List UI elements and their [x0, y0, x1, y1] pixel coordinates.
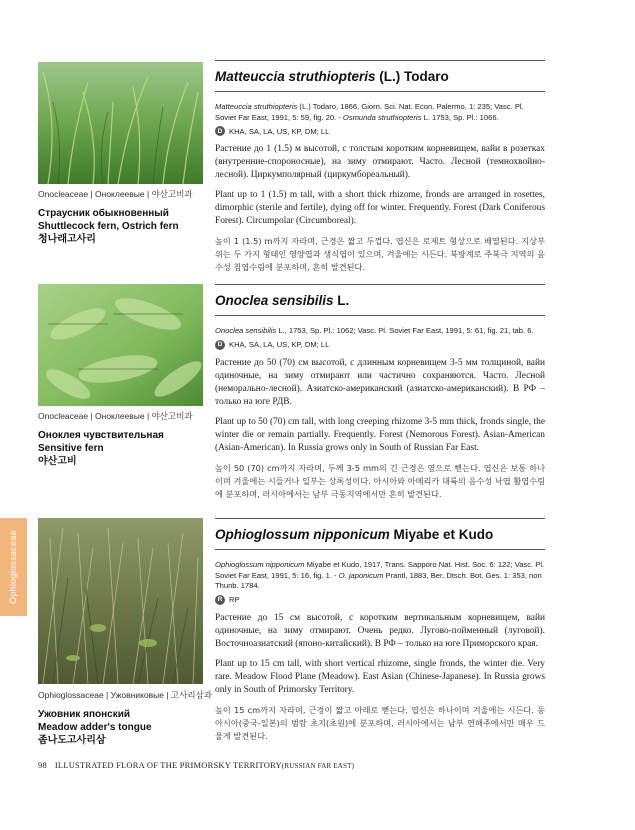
- status-badge: R: [215, 595, 225, 605]
- status-badge: D: [215, 126, 225, 136]
- common-names: Ужовник японский Meadow adder's tongue 좀나도고사리삼: [38, 709, 152, 746]
- caption-matteuccia: [38, 189, 208, 246]
- species-entry-onoclea: [215, 284, 545, 501]
- family-label: Onocleaceae | Оноклеевые | 야산고비과: [38, 411, 193, 421]
- common-names: Оноклея чувствительная Sensitive fern 야산고비: [38, 430, 164, 467]
- nomenclature-reference: Matteuccia struthiopteris (L.) Todaro, 1866, Giorn. Sci. Nat. Econ. Palermo, 1: 235; Vasc. Pl. Soviet Far East, 1991, 5: 59, fig. 20. - Osmunda struthiopteris L. 1753, Sp. Pl.: 1066.: [215, 102, 524, 122]
- book-subtitle: (RUSSIAN FAR EAST): [281, 762, 355, 770]
- distribution-line: D KHA, SA, LA, US, KP, DM; LL: [215, 340, 545, 350]
- divider: [215, 549, 545, 550]
- caption-ophioglossum: [38, 690, 212, 747]
- book-title: ILLUSTRATED FLORA OF THE PRIMORSKY TERRITORY: [54, 760, 282, 770]
- nomenclature-reference: Ophioglossum nipponicum Miyabe et Kudo, 1917, Trans. Sapporo Nat. Hist. Soc. 6: 122; Vasc. Pl. Soviet Far East, 1991, 5: 16, fig. 1. - O. japonicum Prantl, 1883, Ber. Dtsch. Bot. Ges. 1: 353, non Thunb. 1784.: [215, 560, 545, 590]
- family-label: Onocleaceae | Оноклеевые | 야산고비과: [38, 189, 193, 199]
- photo-matteuccia: [38, 62, 203, 184]
- description-ko: 높이 15 cm까지 자라며, 근경이 짧고 아래로 뻗는다. 엽신은 하나이며 겨울에는 시든다. 동아시아(중국-일본)의 범람 초지(초원)에 분포하며, 러시아에서는 남부 연해주에서만 매우 드물게 발견된다.: [215, 704, 545, 741]
- species-title: Ophioglossum nipponicum Miyabe et Kudo: [215, 527, 494, 542]
- distribution-line: D KHA, SA, LA, US, KP, DM; LL: [215, 126, 545, 136]
- family-label: Ophioglossaceae | Ужовниковые | 고사리삼과: [38, 690, 212, 700]
- nomenclature-reference: Onoclea sensibilis L., 1753, Sp. Pl.: 1062; Vasc. Pl. Soviet Far East, 1991, 5: 61, fig. 21, tab. 6.: [215, 326, 534, 335]
- description-ko: 높이 1 (1.5) m까지 자라며, 근경은 짧고 두껍다. 엽신은 로제트 형상으로 배열된다. 지상부위는 두 가지 형태인 영양엽과 생식엽이 있으며, 겨울에는 시든다. 북방계로 주북극 지역의 음수성 침엽수림에 분포하며, 흔히 발견된다.: [215, 236, 545, 272]
- divider: [215, 315, 545, 316]
- divider: [215, 91, 545, 92]
- species-title: Onoclea sensibilis L.: [215, 293, 350, 308]
- divider: [215, 284, 545, 285]
- common-names: Страусник обыкновенный Shuttlecock fern, Ostrich fern 청나래고사리: [38, 208, 179, 245]
- description-en: Plant up to 1 (1.5) m tall, with a short thick rhizome, fronds are arranged in rosettes, dimorphic (sterile and fertile), dying off for winter. Frequently. Forest (Dark Coniferous Forest). Circumpolar (Circumboreal).: [215, 190, 545, 226]
- divider: [215, 518, 545, 519]
- description-en: Plant up to 15 cm tall, with short vertical rhizome, single fronds, the winter die. Very rare. Meadow Flood Plane (Meadow). East Asian (Chinese-Japanese). In Russia grows only in South of Primorsky Territory.: [215, 658, 545, 695]
- photo-ophioglossum: [38, 518, 203, 684]
- divider: [215, 60, 545, 61]
- description-ko: 높이 50 (70) cm까지 자라며, 두께 3-5 mm의 긴 근경은 옆으로 뻗는다. 엽신은 보통 하나이며 겨울에는 시들거나 일부는 상록성이다. 아시아와 아메리카 대륙의 음수성 낙엽 활엽수림에 분포하며, 러시아에서는 남부 극동지역에서만 흔히 발견된다.: [215, 462, 545, 499]
- species-entry-ophioglossum: [215, 518, 545, 743]
- page-number: 98: [38, 760, 47, 770]
- description-ru: Растение до 15 см высотой, с коротким вертикальным корневищем, вайи одиночные, на зиму отмирают. Очень редко. Лугово-пойменный (луговой). Восточноазиатский (японо-китайский). В РФ – только на юге Приморского края.: [215, 612, 545, 649]
- status-badge: D: [215, 340, 225, 350]
- distribution-line: R RP: [215, 595, 545, 605]
- description-en: Plant up to 50 (70) cm tall, with long creeping rhizome 3-5 mm thick, fronds single, the winter die or remain partially. Frequently. Forest (Nemorous Forest). Asian-American (Asian-American). In Russia grows only in South of Russian Far East.: [215, 416, 545, 453]
- species-title: Matteuccia struthiopteris (L.) Todaro: [215, 69, 449, 84]
- species-entry-matteuccia: [215, 60, 545, 274]
- page-footer: [38, 760, 548, 770]
- photo-onoclea: [38, 284, 203, 406]
- section-side-tab: Ophioglossaceae: [0, 518, 27, 616]
- caption-onoclea: [38, 411, 208, 468]
- description-ru: Растение до 1 (1.5) м высотой, с толстым коротким корневищем, вайи в розетках (внутренние-спороносные), на зиму отмирают. Часто. Лесной (темнохвойно-лесной). Циркумполярный (циркумбореальный).: [215, 144, 545, 180]
- description-ru: Растение до 50 (70) см высотой, с длинным корневищем 3-5 мм толщиной, вайи одиночные, на зиму отмирают или частично сохраняются. Часто. Лесной (неморально-лесной). Азиатско-американский (азиатско-американский). В РФ – только на юге РДВ.: [215, 357, 545, 407]
